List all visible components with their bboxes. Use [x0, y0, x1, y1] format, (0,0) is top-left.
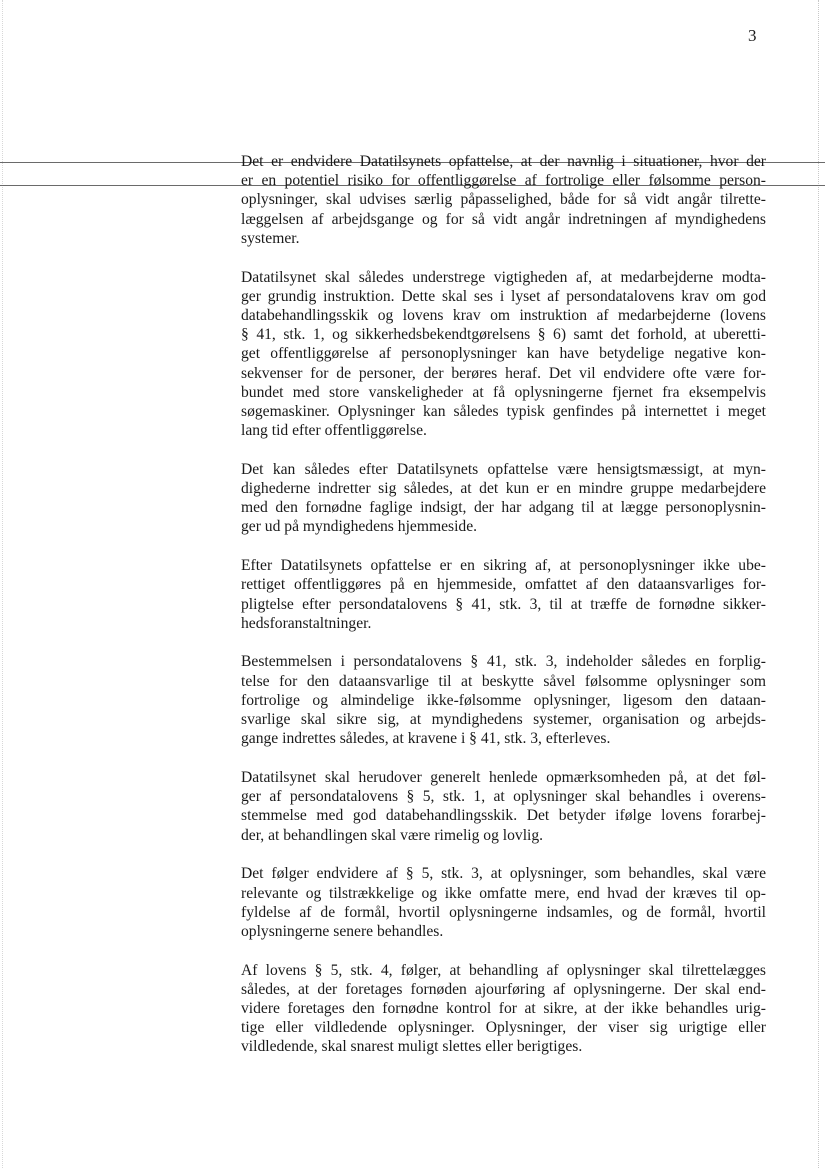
- document-body: [241, 152, 766, 1076]
- text-line: sekvenser for de personer, der berøres heraf. Det vil endvidere ofte være for-: [241, 364, 766, 382]
- text-line: der, at behandlingen skal være rimelig og lovlig.: [241, 826, 544, 844]
- paragraph-4: [241, 556, 766, 633]
- text-line: telse for den dataansvarlige til at beskytte såvel følsomme oplysninger som: [241, 672, 766, 690]
- text-line: stemmelse med god databehandlingsskik. Det betyder ifølge lovens forarbej-: [241, 807, 766, 825]
- text-line: bundet med store vanskeligheder at få oplysningerne fjernet fra eksempelvis: [241, 383, 766, 401]
- paragraph-5: [241, 652, 766, 748]
- text-line: hedsforanstaltninger.: [241, 614, 372, 632]
- paragraph-2: [241, 268, 766, 441]
- text-line: lang tid efter offentliggørelse.: [241, 422, 427, 440]
- paragraph-1: [241, 152, 766, 248]
- text-line: videre foretages den fornødne kontrol for at sikre, at der ikke behandles urig-: [241, 1000, 766, 1018]
- text-line: Det følger endvidere af § 5, stk. 3, at oplysninger, som behandles, skal være: [241, 865, 766, 883]
- text-line: rettiget offentliggøres på en hjemmeside, omfattet af den dataansvarliges for-: [241, 576, 766, 594]
- text-line: databehandlingsskik og lovens krav om instruktion af medarbejderne (lovens: [241, 306, 766, 324]
- paragraph-7: [241, 864, 766, 941]
- paragraph-8: [241, 961, 766, 1057]
- text-line: § 41, stk. 1, og sikkerhedsbekendtgørelsens § 6) samt det forhold, at uberetti-: [241, 326, 766, 344]
- text-line: get offentliggørelse af personoplysninger kan have betydelige negative kon-: [241, 345, 766, 363]
- text-line: søgemaskiner. Oplysninger kan således typisk genfindes på internettet i meget: [241, 402, 766, 420]
- text-line: fortrolige og almindelige ikke-følsomme oplysninger, ligesom den dataan-: [241, 691, 766, 709]
- text-line: systemer.: [241, 229, 300, 247]
- scan-left-edge: [2, 0, 3, 1168]
- text-line: læggelsen af arbejdsgange og for så vidt angår indretningen af myndighedens: [241, 210, 766, 228]
- text-line: Det kan således efter Datatilsynets opfattelse være hensigtsmæssigt, at myn-: [241, 460, 766, 478]
- paragraph-3: [241, 460, 766, 537]
- text-line: pligtelse efter persondatalovens § 41, stk. 3, til at træffe de fornødne sikker-: [241, 595, 766, 613]
- text-line: er en potentiel risiko for offentliggørelse af fortrolige eller følsomme person-: [241, 172, 766, 190]
- text-line: dighederne indretter sig således, at det kun er en mindre gruppe medarbejdere: [241, 480, 766, 498]
- text-line: Det er endvidere Datatilsynets opfattelse, at der navnlig i situationer, hvor der: [241, 153, 766, 170]
- text-line: oplysninger, skal udvises særlig påpasselighed, både for så vidt angår tilrette-: [241, 191, 766, 209]
- text-line: Bestemmelsen i persondatalovens § 41, stk. 3, indeholder således en forplig-: [241, 653, 766, 671]
- text-line: Datatilsynet skal således understrege vigtigheden af, at medarbejderne modta-: [241, 268, 766, 286]
- text-line: Af lovens § 5, stk. 4, følger, at behandling af oplysninger skal tilrettelægges: [241, 961, 766, 979]
- page-number: 3: [748, 26, 757, 45]
- text-line: ger ud på myndighedens hjemmeside.: [241, 518, 478, 536]
- text-line: svarlige skal sikre sig, at myndighedens systemer, organisation og arbejds-: [241, 711, 766, 729]
- text-line: Datatilsynet skal herudover generelt henlede opmærksomheden på, at det føl-: [241, 768, 766, 786]
- text-line: Efter Datatilsynets opfattelse er en sikring af, at personoplysninger ikke ube-: [241, 557, 766, 575]
- text-line: vildledende, skal snarest muligt slettes eller berigtiges.: [241, 1038, 583, 1056]
- scan-right-edge: [818, 0, 819, 1168]
- text-line: ger grundig instruktion. Dette skal ses i lyset af persondatalovens krav om god: [241, 287, 766, 305]
- text-line: således, at der foretages fornøden ajourføring af oplysningerne. Der skal end-: [241, 980, 766, 998]
- text-line: tige eller vildledende oplysninger. Oplysninger, der viser sig urigtige eller: [241, 1019, 766, 1037]
- text-line: fyldelse af de formål, hvortil oplysningerne indsamles, og de formål, hvortil: [241, 903, 766, 921]
- paragraph-6: [241, 768, 766, 845]
- text-line: med den fornødne faglige indsigt, der har adgang til at lægge personoplysnin-: [241, 499, 766, 517]
- text-line: ger af persondatalovens § 5, stk. 1, at oplysninger skal behandles i overens-: [241, 788, 766, 806]
- text-line: oplysningerne senere behandles.: [241, 922, 444, 940]
- text-line: gange indrettes således, at kravene i § 41, stk. 3, efterleves.: [241, 730, 611, 748]
- text-line: relevante og tilstrækkelige og ikke omfatte mere, end hvad der kræves til op-: [241, 884, 766, 902]
